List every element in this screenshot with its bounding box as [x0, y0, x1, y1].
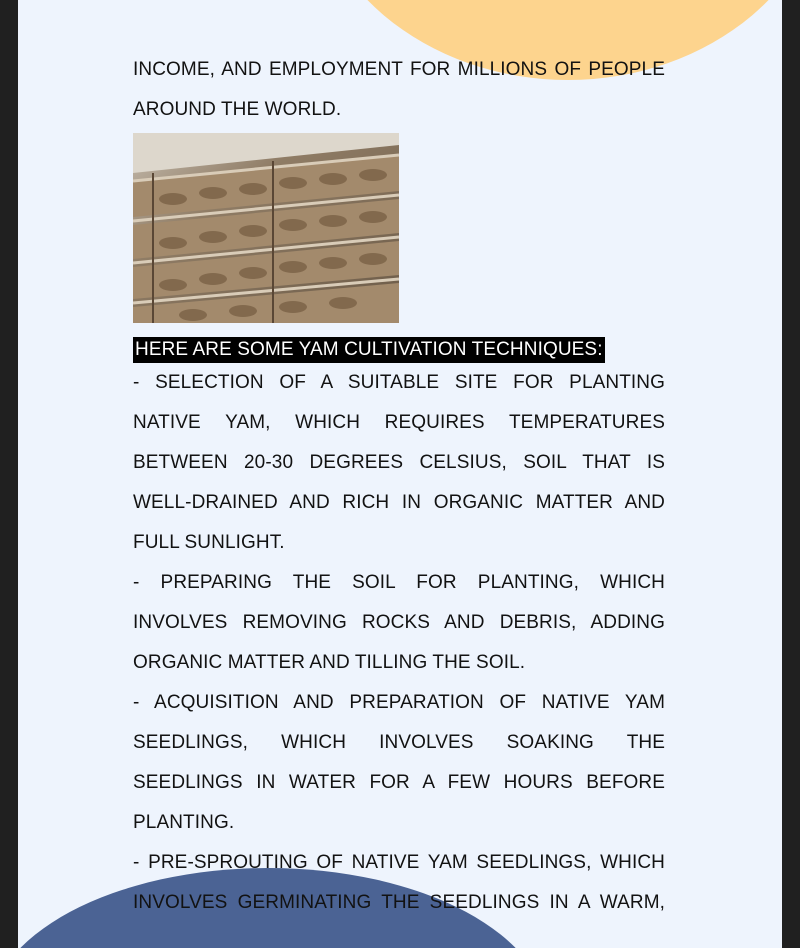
- body-line: SEEDLINGS IN WATER FOR A FEW HOURS BEFORE: [133, 772, 665, 793]
- body-line: - ACQUISITION AND PREPARATION OF NATIVE YAM: [133, 692, 665, 713]
- section-heading: HERE ARE SOME YAM CULTIVATION TECHNIQUES:: [133, 337, 605, 363]
- intro-line: INCOME, AND EMPLOYMENT FOR MILLIONS OF PEOPLE: [133, 59, 665, 80]
- yam-shelves-illustration: [133, 133, 399, 323]
- body-line: SEEDLINGS, WHICH INVOLVES SOAKING THE: [133, 732, 665, 753]
- document-page[interactable]: [18, 0, 782, 948]
- body-line: - PREPARING THE SOIL FOR PLANTING, WHICH: [133, 572, 665, 593]
- intro-line: AROUND THE WORLD.: [133, 99, 342, 120]
- body-line: NATIVE YAM, WHICH REQUIRES TEMPERATURES: [133, 412, 665, 433]
- body-line: FULL SUNLIGHT.: [133, 532, 285, 553]
- body-line: ORGANIC MATTER AND TILLING THE SOIL.: [133, 652, 526, 673]
- body-line: - SELECTION OF A SUITABLE SITE FOR PLANTING: [133, 372, 665, 393]
- body-line: - PRE-SPROUTING OF NATIVE YAM SEEDLINGS, WHICH: [133, 852, 665, 873]
- yam-storage-photo: [133, 133, 399, 323]
- body-line: INVOLVES REMOVING ROCKS AND DEBRIS, ADDING: [133, 612, 665, 633]
- document-content: [133, 50, 665, 923]
- body-line: INVOLVES GERMINATING THE SEEDLINGS IN A WARM,: [133, 892, 665, 913]
- body-line: PLANTING.: [133, 812, 235, 833]
- body-line: WELL-DRAINED AND RICH IN ORGANIC MATTER AND: [133, 492, 665, 513]
- body-line: BETWEEN 20-30 DEGREES CELSIUS, SOIL THAT IS: [133, 452, 665, 473]
